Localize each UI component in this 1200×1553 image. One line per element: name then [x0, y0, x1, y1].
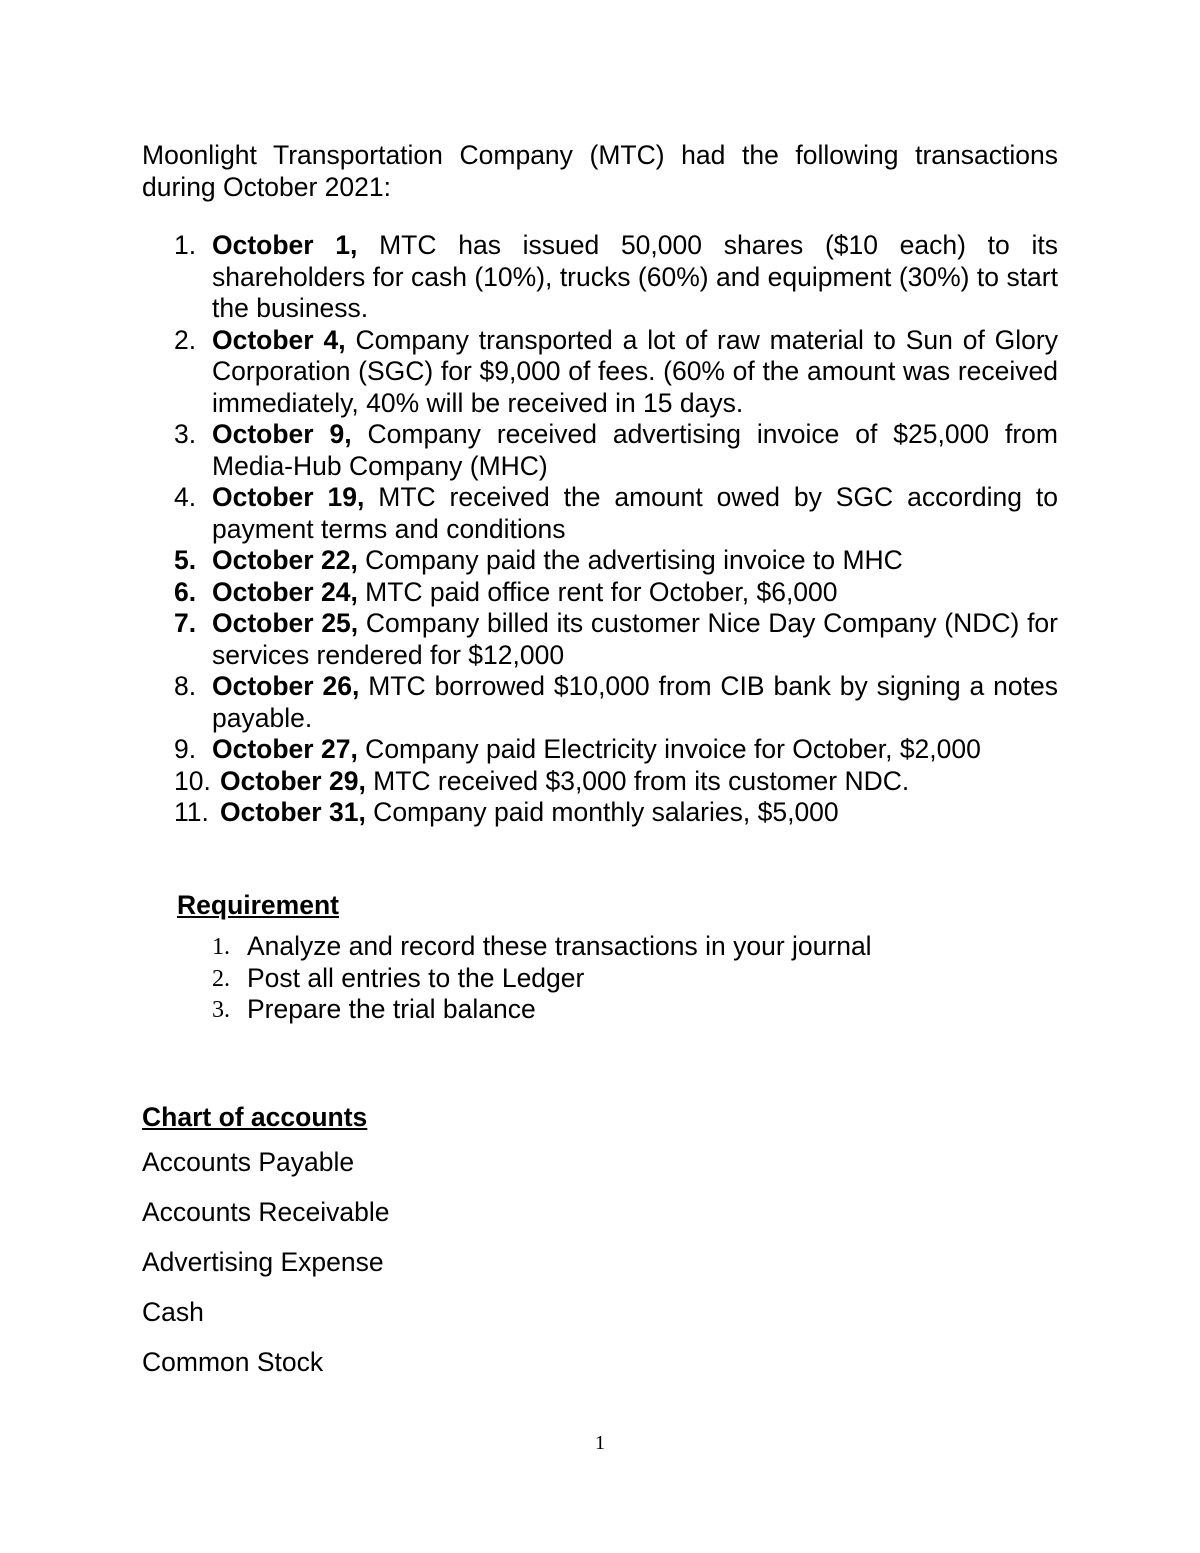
transaction-number: 5. — [174, 545, 197, 575]
transaction-date: October 31, — [220, 797, 366, 827]
requirement-text: Analyze and record these transactions in your journal — [247, 931, 872, 961]
transaction-text: Company paid monthly salaries, $5,000 — [365, 797, 839, 827]
transaction-text: Company transported a lot of raw material to Sun of Glory Corporation (SGC) for $9,000 of fees. (60% of the amount was received immediately, 40% will be received in 15 days. — [212, 324, 1058, 418]
transaction-date: October 29, — [220, 765, 366, 796]
transaction-number: 8. — [174, 671, 197, 701]
transaction-date: October 4, — [212, 324, 346, 355]
account-item: Cash — [142, 1297, 204, 1327]
transaction-item — [142, 577, 1058, 609]
transaction-item — [142, 608, 1058, 671]
transaction-item — [142, 482, 1058, 545]
transaction-date: October 9, — [212, 419, 352, 449]
transaction-text: MTC borrowed $10,000 from CIB bank by signing a notes payable. — [212, 671, 1058, 733]
account-item: Advertising Expense — [142, 1247, 384, 1277]
intro-paragraph: Moonlight Transportation Company (MTC) had the following transactions during October 2021: — [142, 140, 1058, 202]
requirement-text: Post all entries to the Ledger — [247, 962, 585, 993]
transaction-date: October 27, — [212, 734, 358, 764]
transaction-number: 2. — [174, 324, 197, 355]
account-item: Accounts Payable — [142, 1147, 355, 1177]
requirement-text: Prepare the trial balance — [247, 994, 536, 1024]
transaction-text: Company billed its customer Nice Day Company (NDC) for services rendered for $12,000 — [212, 608, 1058, 670]
transaction-number: 9. — [174, 734, 197, 764]
transaction-text: MTC received $3,000 from its customer NDC. — [365, 765, 910, 796]
requirement-list — [142, 931, 1058, 1026]
transaction-number: 3. — [174, 419, 197, 449]
transaction-date: October 1, — [212, 230, 358, 260]
requirement-heading: Requirement — [177, 889, 339, 920]
transaction-text: MTC received the amount owed by SGC according to payment terms and conditions — [212, 482, 1058, 544]
transaction-number: 10. — [174, 765, 211, 796]
transaction-item — [142, 419, 1058, 482]
requirement-item — [142, 931, 1058, 963]
requirement-number: 1. — [212, 934, 230, 960]
transaction-text: Company paid the advertising invoice to MHC — [357, 545, 903, 575]
transaction-item — [142, 325, 1058, 420]
page-content — [142, 140, 1058, 1397]
transaction-number: 6. — [174, 576, 197, 607]
requirement-number: 3. — [212, 997, 230, 1023]
requirement-number: 2. — [212, 965, 230, 992]
transaction-date: October 25, — [212, 608, 359, 638]
transaction-item — [142, 734, 1058, 766]
transaction-date: October 24, — [212, 576, 358, 607]
transaction-number: 7. — [174, 608, 197, 638]
transaction-item — [142, 797, 1058, 829]
transaction-date: October 22, — [212, 545, 358, 575]
transaction-date: October 19, — [212, 482, 365, 512]
transaction-item — [142, 230, 1058, 325]
transaction-number: 1. — [174, 230, 197, 260]
page-number: 1 — [595, 1432, 605, 1454]
transaction-item — [142, 545, 1058, 577]
transaction-text: Company paid Electricity invoice for October, $2,000 — [357, 734, 981, 764]
transaction-date: October 26, — [212, 671, 360, 701]
requirement-item — [142, 963, 1058, 995]
account-item: Common Stock — [142, 1347, 324, 1377]
transaction-item — [142, 766, 1058, 798]
transaction-text: Company received advertising invoice of $25,000 from Media-Hub Company (MHC) — [212, 419, 1058, 481]
transaction-list — [142, 230, 1058, 829]
transaction-text: MTC has issued 50,000 shares ($10 each) to its shareholders for cash (10%), trucks (60%) and equipment (30%) to start the business. — [212, 230, 1058, 323]
chart-of-accounts-list — [142, 1147, 1058, 1397]
account-item: Accounts Receivable — [142, 1197, 390, 1227]
requirement-item — [142, 994, 1058, 1026]
transaction-item — [142, 671, 1058, 734]
transaction-text: MTC paid office rent for October, $6,000 — [357, 576, 838, 607]
chart-of-accounts-heading: Chart of accounts — [142, 1101, 368, 1132]
transaction-number: 11. — [174, 797, 209, 827]
transaction-number: 4. — [174, 482, 197, 512]
